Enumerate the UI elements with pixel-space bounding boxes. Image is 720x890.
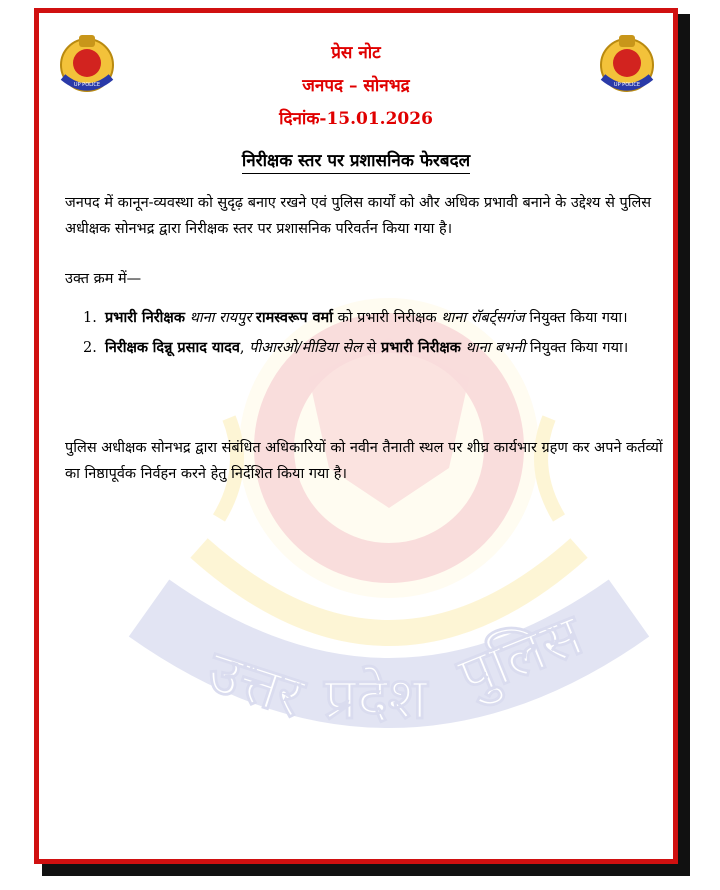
emblem-text: UP POLICE [73, 82, 101, 88]
list-item [83, 305, 673, 331]
from-rank: निरीक्षक [105, 339, 149, 356]
to-place: थाना बभनी [465, 340, 526, 356]
to-place: थाना रॉबर्ट्सगंज [441, 310, 525, 326]
list-item: 2. निरीक्षक दिन्नू प्रसाद यादव, पीआरओ/मीडिया सेल से प्रभारी निरीक्षक थाना बभनी नियुक्त किया गया। [83, 335, 673, 361]
transfer-list [83, 305, 673, 365]
up-police-watermark [109, 218, 669, 778]
subject-heading [39, 148, 673, 171]
from-place: पीआरओ/मीडिया सेल [249, 340, 362, 356]
watermark-text-right: पुलिस [448, 600, 592, 711]
sequence-label: उक्त क्रम में— [65, 271, 142, 287]
watermark-text-mid: प्रदेश [324, 664, 428, 732]
connector: को [337, 310, 353, 326]
to-rank: प्रभारी निरीक्षक [380, 339, 461, 356]
press-note-title: प्रेस नोट [331, 43, 381, 63]
officer-name: दिन्नू प्रसाद यादव [152, 339, 240, 356]
district-label: जनपद – सोनभद्र [302, 76, 410, 96]
intro-paragraph: जनपद में कानून-व्यवस्था को सुदृढ़ बनाए रखने एवं पुलिस कार्यों को और अधिक प्रभावी बनाने के उद्देश्य से पुलिस अधीक्षक सोनभद्र द्वारा निरीक्षक स्तर पर प्रशासनिक परिवर्तन किया गया है। [65, 195, 652, 237]
list-number: 1. [83, 310, 97, 326]
to-rank: प्रभारी निरीक्षक [357, 310, 437, 326]
list-number: 2. [83, 340, 97, 356]
connector: से [366, 340, 377, 356]
ending: नियुक्त किया गया। [529, 310, 628, 326]
officer-name: रामस्वरूप वर्मा [255, 309, 333, 326]
date-label: दिनांक-15.01.2026 [279, 109, 433, 129]
watermark-text-left: उत्तर [199, 636, 312, 731]
press-note-page [34, 8, 678, 864]
closing-paragraph: पुलिस अधीक्षक सोनभद्र द्वारा संबंधित अधिकारियों को नवीन तैनाती स्थल पर शीघ्र कार्यभार ग्रहण कर अपने कर्तव्यों का निष्ठापूर्वक निर्वहन करने हेतु निर्देशित किया गया है। [65, 440, 663, 482]
from-rank: प्रभारी निरीक्षक [105, 309, 185, 326]
from-place: थाना रायपुर [189, 310, 252, 326]
ending: नियुक्त किया गया। [529, 340, 629, 356]
emblem-text: UP POLICE [613, 82, 641, 88]
subject-text: निरीक्षक स्तर पर प्रशासनिक फेरबदल [242, 151, 470, 174]
